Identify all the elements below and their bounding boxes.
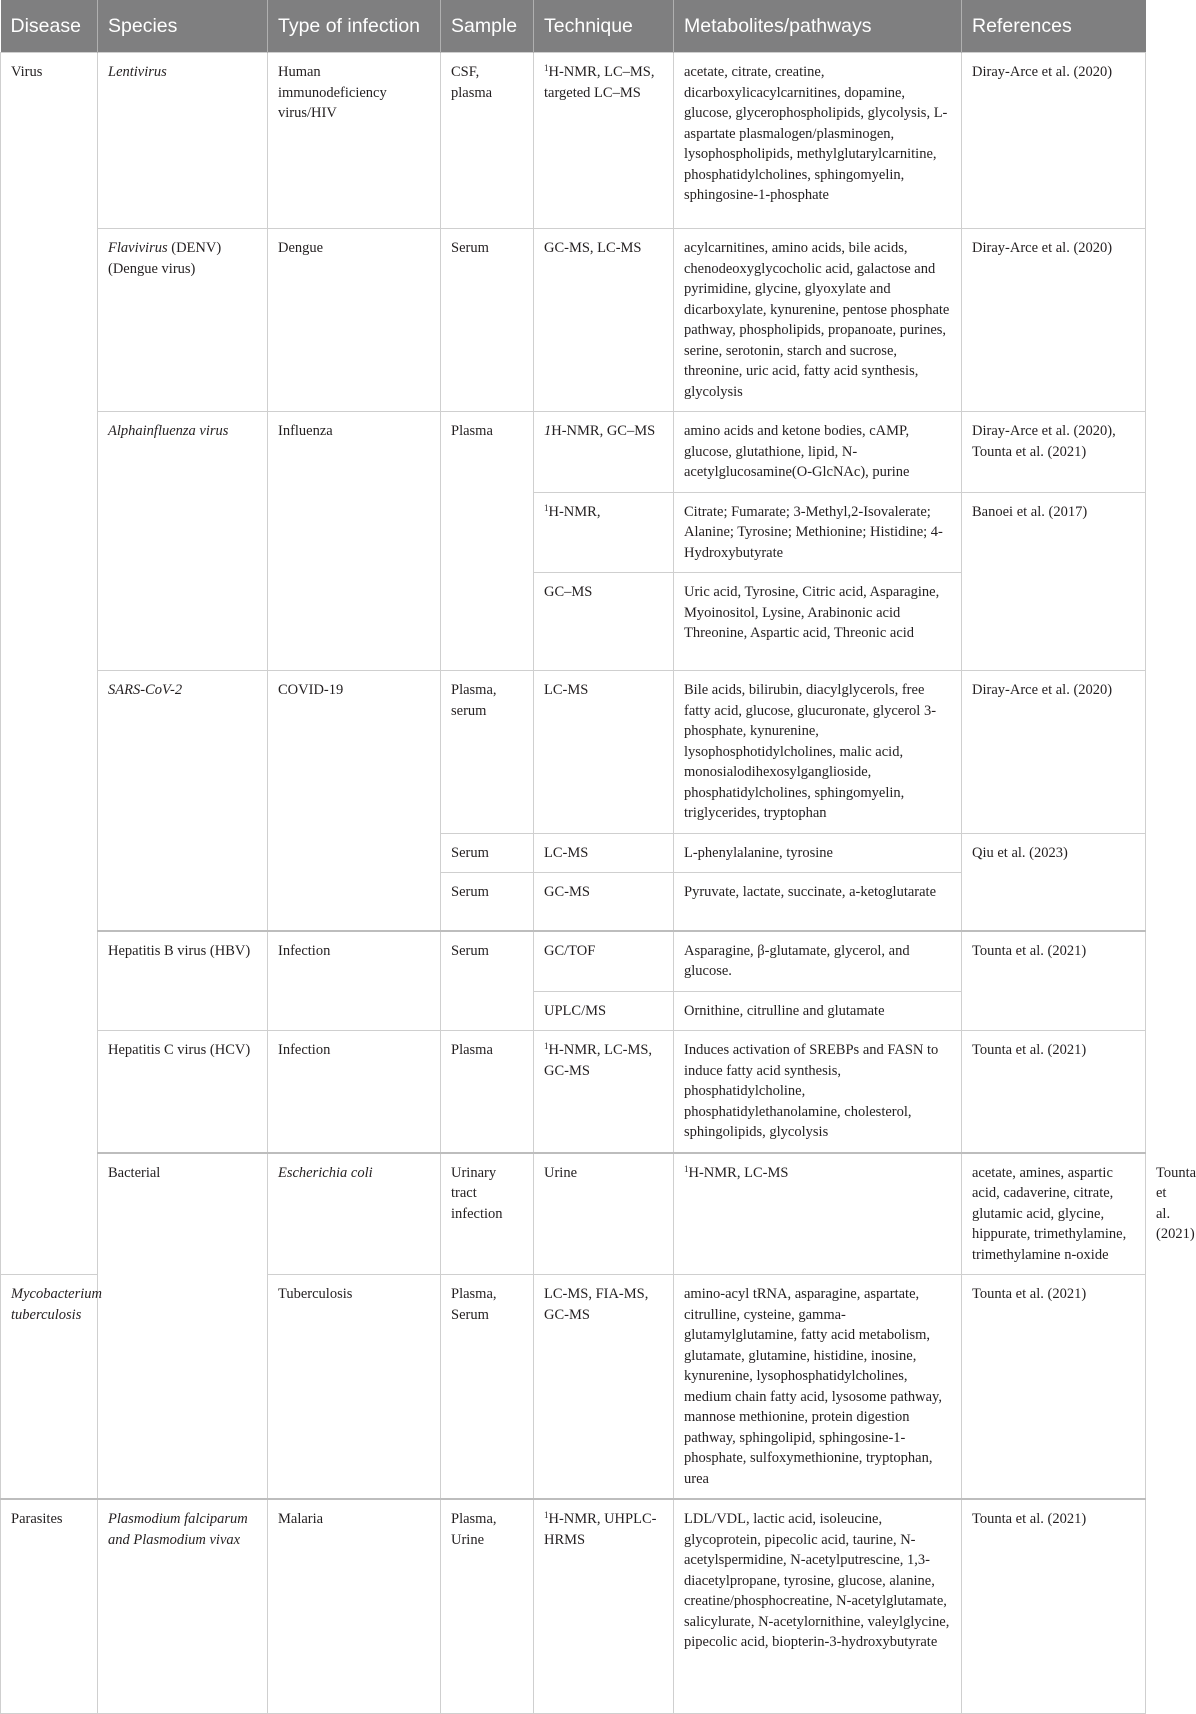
species-cell xyxy=(1,1275,102,1500)
metabolites-cell: Induces activation of SREBPs and FASN to induce fatty acid synthesis, phosphatidylcholine, phosphatidylethanolamine, cholesterol, sphingolipids, glycolysis xyxy=(674,1031,962,1153)
superscript: 1 xyxy=(544,1041,549,1051)
disease-cell-bacterial: Bacterial xyxy=(98,1153,268,1500)
metabolites-cell: amino acids and ketone bodies, cAMP, glucose, glutathione, lipid, N-acetylglucosamine(O-GlcNAc), purine xyxy=(674,412,962,493)
reference-cell: Tounta et al. (2021) xyxy=(962,931,1146,1031)
reference-cell: Tounta et al. (2021) xyxy=(962,1275,1146,1500)
sample-cell: Serum xyxy=(441,229,534,412)
technique-text: H-NMR, LC-MS, GC-MS xyxy=(544,1042,653,1079)
superscript: 1 xyxy=(544,63,549,73)
infection-cell: Infection xyxy=(268,1031,441,1153)
species-name: Mycobacterium tuberculosis xyxy=(11,1286,102,1323)
header-type-of-infection: Type of infection xyxy=(268,0,441,53)
superscript: 1 xyxy=(684,1163,689,1174)
species-name: Escherichia coli xyxy=(278,1164,373,1181)
species-cell xyxy=(98,671,268,931)
metabolites-cell: acetate, citrate, creatine, dicarboxylicacylcarnitines, dopamine, glucose, glycerophospholipids, glycolysis, L-aspartate plasmalogen/plasminogen, lysophospholipids, methylglutarylcarnitine, phosphatidylcholines, sphingomyelin, sphingosine-1-phosphate xyxy=(674,53,962,229)
header-metabolites: Metabolites/pathways xyxy=(674,0,962,53)
table-row xyxy=(1,1031,1146,1153)
table-row xyxy=(1,1499,1146,1713)
disease-cell-virus: Virus xyxy=(1,53,98,1275)
species-name: Alphainfluenza virus xyxy=(108,423,229,439)
table-row xyxy=(1,229,1146,412)
infection-cell: Tuberculosis xyxy=(268,1275,441,1500)
infection-cell: Infection xyxy=(268,931,441,1031)
table-row xyxy=(1,931,1146,992)
technique-cell: GC/TOF xyxy=(534,931,674,992)
metabolites-cell: Asparagine, β-glutamate, glycerol, and glucose. xyxy=(674,931,962,992)
table-row xyxy=(1,53,1146,229)
reference-cell: Diray-Arce et al. (2020) xyxy=(962,53,1146,229)
header-references: References xyxy=(962,0,1146,53)
species-name: SARS-CoV-2 xyxy=(108,682,183,698)
technique-text: H-NMR, UHPLC-HRMS xyxy=(544,1511,657,1548)
sample-cell: Serum xyxy=(441,873,534,931)
superscript: 1 xyxy=(544,1510,549,1520)
header-technique: Technique xyxy=(534,0,674,53)
technique-text: H-NMR, LC–MS, targeted LC–MS xyxy=(544,64,655,101)
infection-cell: Influenza xyxy=(268,412,441,671)
metabolites-cell: Citrate; Fumarate; 3-Methyl,2-Isovalerate; Alanine; Tyrosine; Methionine; Histidine; 4-Hydroxybutyrate xyxy=(674,492,962,573)
sample-cell: Plasma xyxy=(441,1031,534,1153)
sample-cell: Plasma xyxy=(441,412,534,671)
technique-cell: GC-MS, LC-MS xyxy=(534,229,674,412)
technique-cell xyxy=(674,1153,962,1275)
species-cell: Hepatitis B virus (HBV) xyxy=(98,931,268,1031)
infection-cell: Urinary tract infection xyxy=(441,1153,534,1275)
technique-cell xyxy=(534,53,674,229)
sample-cell: Plasma, serum xyxy=(441,671,534,834)
technique-cell: GC–MS xyxy=(534,573,674,671)
reference-cell: Diray-Arce et al. (2020) xyxy=(962,671,1146,834)
table-row: Bacterial Escherichia coli Urinary tract infection Urine $^1$H-NMR, LC-MS acetate, amines, aspartic acid, cadaverine, citrate, glutamic acid, glycine, hippurate, trimethylamine, trimethylamine n-oxide Tounta et al. (2021) xyxy=(1,1153,1146,1275)
sample-cell: CSF, plasma xyxy=(441,53,534,229)
metabolites-cell: amino-acyl tRNA, asparagine, aspartate, citrulline, cysteine, gamma-glutamylglutamine, fatty acid metabolism, glutamate, glutamine, histidine, inosine, kynurenine, lysophosphatidylcholines, medium chain fatty acid, lysosome pathway, mannose methionine, protein digestion pathway, sphingolipid, sphingosine-1-phosphate, sulfoxymethionine, tryptophan, urea xyxy=(674,1275,962,1500)
technique-cell: LC-MS xyxy=(534,833,674,873)
technique-cell: LC-MS, FIA-MS, GC-MS xyxy=(534,1275,674,1500)
metabolites-cell: Pyruvate, lactate, succinate, a-ketoglutarate xyxy=(674,873,962,931)
table-row xyxy=(1,671,1146,834)
infection-cell: COVID-19 xyxy=(268,671,441,931)
reference-cell: Diray-Arce et al. (2020) xyxy=(962,229,1146,412)
technique-cell: LC-MS xyxy=(534,671,674,834)
species-cell xyxy=(98,53,268,229)
superscript: 1 xyxy=(544,502,549,513)
metabolites-cell: LDL/VDL, lactic acid, isoleucine, glycoprotein, pipecolic acid, taurine, N-acetylspermidine, N-acetylputrescine, 1,3-diacetylpropane, tyrosine, glucose, alanine, creatine/phosphocreatine, N-acetylglutamate, salicylurate, N-acetylornithine, valeylglycine, pipecolic acid, biopterin-3-hydroxybutyrate xyxy=(674,1499,962,1713)
technique-cell xyxy=(534,412,674,493)
infection-cell: Dengue xyxy=(268,229,441,412)
table-row xyxy=(1,412,1146,493)
species-cell xyxy=(98,1499,268,1713)
sample-cell: Plasma, Serum xyxy=(441,1275,534,1500)
technique-text: H-NMR, GC–MS xyxy=(551,423,656,439)
technique-cell xyxy=(534,1031,674,1153)
metabolites-cell: L-phenylalanine, tyrosine xyxy=(674,833,962,873)
sample-cell: Plasma, Urine xyxy=(441,1499,534,1713)
reference-cell: Banoei et al. (2017) xyxy=(962,492,1146,671)
metabolites-cell: acetate, amines, aspartic acid, cadaverine, citrate, glutamic acid, glycine, hippurate, trimethylamine, trimethylamine n-oxide xyxy=(962,1153,1146,1275)
header-disease: Disease xyxy=(1,0,98,53)
header-species: Species xyxy=(98,0,268,53)
species-suffix: (DENV) (Dengue virus) xyxy=(108,240,222,277)
sample-cell: Serum xyxy=(441,833,534,873)
species-name: Lentivirus xyxy=(108,64,167,80)
species-cell: Hepatitis C virus (HCV) xyxy=(98,1031,268,1153)
technique-cell xyxy=(534,492,674,573)
infection-cell: Malaria xyxy=(268,1499,441,1713)
species-cell xyxy=(268,1153,441,1275)
technique-prefix: 1 xyxy=(544,423,552,439)
species-cell xyxy=(98,412,268,671)
sample-cell: Serum xyxy=(441,931,534,1031)
technique-text: H-NMR, LC-MS xyxy=(688,1164,789,1181)
technique-text: H-NMR, xyxy=(548,503,601,520)
metabolites-cell: Ornithine, citrulline and glutamate xyxy=(674,991,962,1031)
technique-cell: UPLC/MS xyxy=(534,991,674,1031)
sample-cell: Urine xyxy=(534,1153,674,1275)
species-cell xyxy=(98,229,268,412)
reference-cell: Tounta et al. (2021) xyxy=(962,1499,1146,1713)
species-name: Plasmodium falciparum and Plasmodium vivax xyxy=(108,1511,248,1548)
disease-cell-parasites: Parasites xyxy=(1,1499,98,1713)
species-name: Flavivirus xyxy=(108,240,168,256)
reference-cell: Tounta et al. (2021) xyxy=(962,1031,1146,1153)
technique-cell xyxy=(534,1499,674,1713)
reference-cell: Qiu et al. (2023) xyxy=(962,833,1146,931)
infection-cell: Human immunodeficiency virus/HIV xyxy=(268,53,441,229)
metabolites-cell: Uric acid, Tyrosine, Citric acid, Asparagine, Myoinositol, Lysine, Arabinonic acid Threonine, Aspartic acid, Threonic acid xyxy=(674,573,962,671)
metabolites-cell: acylcarnitines, amino acids, bile acids, chenodeoxyglycocholic acid, galactose and pyrimidine, glycine, glyoxylate and dicarboxylate, kynurenine, pentose phosphate pathway, phospholipids, propanoate, purines, serine, serotonin, starch and sucrose, threonine, uric acid, fatty acid synthesis, glycolysis xyxy=(674,229,962,412)
header-row xyxy=(1,0,1146,53)
reference-cell: Diray-Arce et al. (2020), Tounta et al. (2021) xyxy=(962,412,1146,493)
metabolites-cell: Bile acids, bilirubin, diacylglycerols, free fatty acid, glucose, glucuronate, glycerol 3-phosphate, kynurenine, lysophosphotidylcholines, malic acid, monosialodihexosylganglioside, phosphatidylcholines, sphingomyelin, triglycerides, tryptophan xyxy=(674,671,962,834)
header-sample: Sample xyxy=(441,0,534,53)
technique-cell: GC-MS xyxy=(534,873,674,931)
